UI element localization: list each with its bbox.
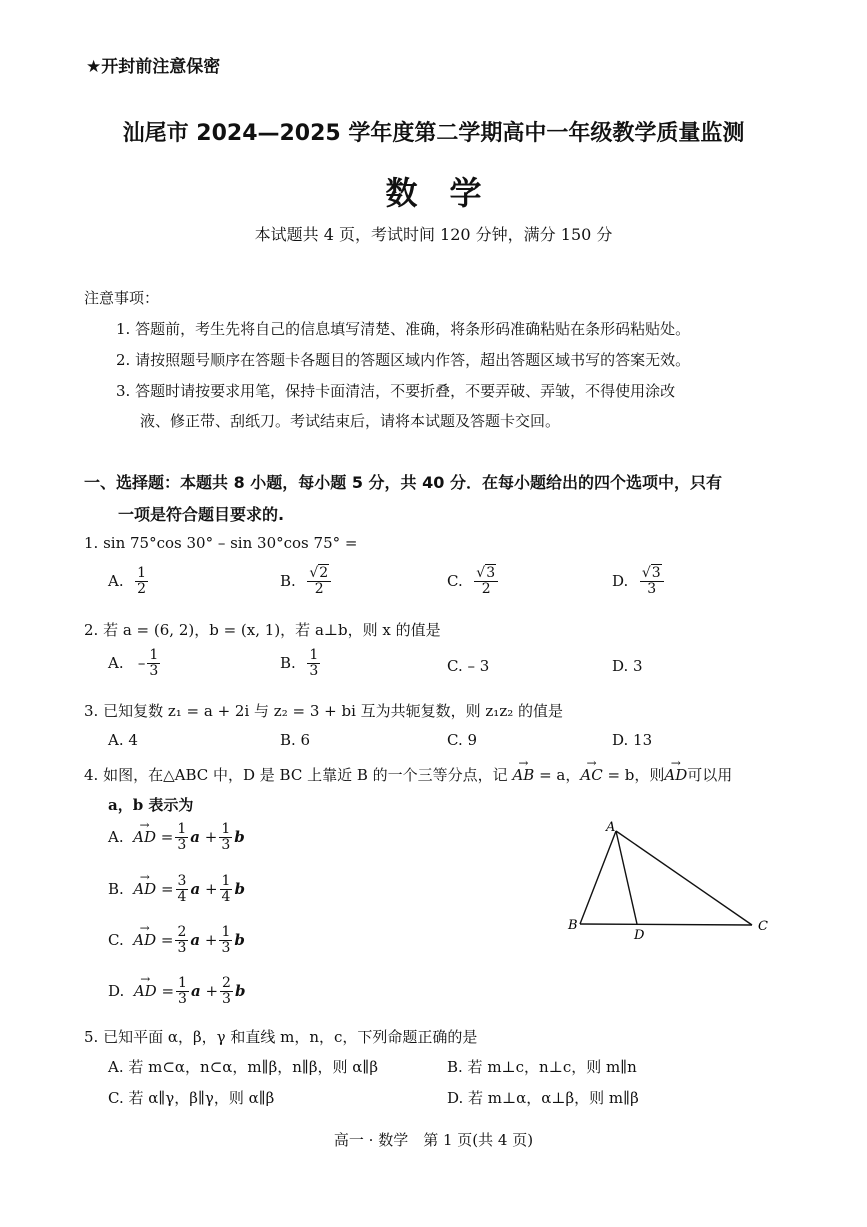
notes-heading: 注意事项： — [84, 289, 160, 307]
question-stem: 3. 已知复数 z₁ = a + 2i 与 z₂ = 3 + bi 互为共轭复数，则 z₁z₂ 的值是 — [84, 702, 563, 720]
vertex-c-label: C — [758, 919, 768, 934]
section-heading-cont: 一项是符合题目要求的. — [118, 505, 285, 524]
note-item: 2. 请按照题号顺序在答题卡各题目的答题区域内作答，超出答题区域书写的答案无效。 — [116, 351, 691, 369]
option-d: D. 3 — [612, 657, 643, 675]
edge-ab — [580, 831, 616, 924]
option-d: D. → AD = $\frac{1}{3}$ a + $\frac{2}{3}$ b — [108, 976, 245, 1006]
option-c: C. 若 α∥γ，β∥γ，则 α∥β — [108, 1089, 275, 1107]
confidential-label: ★开封前注意保密 — [86, 57, 221, 77]
section-heading: 一、选择题：本题共 8 小题，每小题 5 分，共 40 分．在每小题给出的四个选项中，只有 — [84, 473, 722, 492]
option-b: B. $\frac{1}{3}$ — [280, 647, 319, 679]
option-a: A. 若 m⊂α，n⊂α，m∥β，n∥β，则 α∥β — [108, 1058, 379, 1076]
option-c: C. 9 — [447, 731, 478, 749]
edge-bc — [580, 924, 752, 925]
note-item: 1. 答题前，考生先将自己的信息填写清楚、准确，将条形码准确粘贴在条形码粘贴处。 — [116, 320, 691, 338]
question-stem-cont: a，b 表示为 — [108, 796, 194, 814]
point-d-label: D — [634, 928, 645, 943]
question-stem: 2. 若 a = (6, 2)，b = (x, 1)，若 a⊥b，则 x 的值是 — [84, 621, 441, 639]
option-a: A. $\frac{1}{2}$ — [108, 565, 147, 597]
option-b: B. 6 — [280, 731, 311, 749]
page-footer: 高一 · 数学 第 1 页(共 4 页) — [333, 1131, 534, 1149]
exam-info: 本试题共 4 页，考试时间 120 分钟，满分 150 分 — [254, 225, 613, 244]
note-item: 3. 答题时请按要求用笔，保持卡面清洁，不要折叠，不要弄破、弄皱，不得使用涂改 — [116, 382, 676, 400]
exam-title: 汕尾市 2024—2025 学年度第二学期高中一年级教学质量监测 — [122, 121, 745, 146]
triangle-figure — [560, 815, 780, 945]
subject-title: 数 学 — [385, 174, 482, 212]
question-stem: 5. 已知平面 α，β，γ 和直线 m，n，c，下列命题正确的是 — [84, 1028, 478, 1046]
edge-ad — [616, 831, 637, 924]
option-b: B. → AD = $\frac{3}{4}$ a + $\frac{1}{4}$ b — [108, 874, 245, 904]
option-a: A. – $\frac{1}{3}$ — [108, 647, 159, 679]
edge-ac — [616, 831, 752, 925]
option-d: D. $\frac{√3}{3}$ — [612, 566, 666, 596]
question-stem: 4. 如图，在△ABC 中，D 是 BC 上靠近 B 的一个三等分点，记 → AB = a，→ AC = b，则→ AD可以用 — [84, 764, 732, 785]
note-item: 液、修正带、刮纸刀。考试结束后，请将本试题及答题卡交回。 — [140, 412, 561, 430]
option-c: C. → AD = $\frac{2}{3}$ a + $\frac{1}{3}$ b — [108, 925, 245, 955]
option-a: A. → AD = $\frac{1}{3}$ a + $\frac{1}{3}$ b — [108, 822, 245, 852]
option-b: B. $\frac{√2}{2}$ — [280, 566, 333, 596]
option-b: B. 若 m⊥c，n⊥c，则 m∥n — [447, 1058, 637, 1076]
option-c: C. $\frac{√3}{2}$ — [447, 566, 500, 596]
option-c: C. – 3 — [447, 657, 490, 675]
question-stem: 1. sin 75°cos 30° – sin 30°cos 75° = — [84, 534, 358, 552]
vertex-b-label: B — [568, 918, 578, 933]
option-d: D. 若 m⊥α，α⊥β，则 m∥β — [447, 1089, 639, 1107]
option-d: D. 13 — [612, 731, 653, 749]
option-a: A. 4 — [108, 731, 138, 749]
vertex-a-label: A — [606, 820, 616, 835]
